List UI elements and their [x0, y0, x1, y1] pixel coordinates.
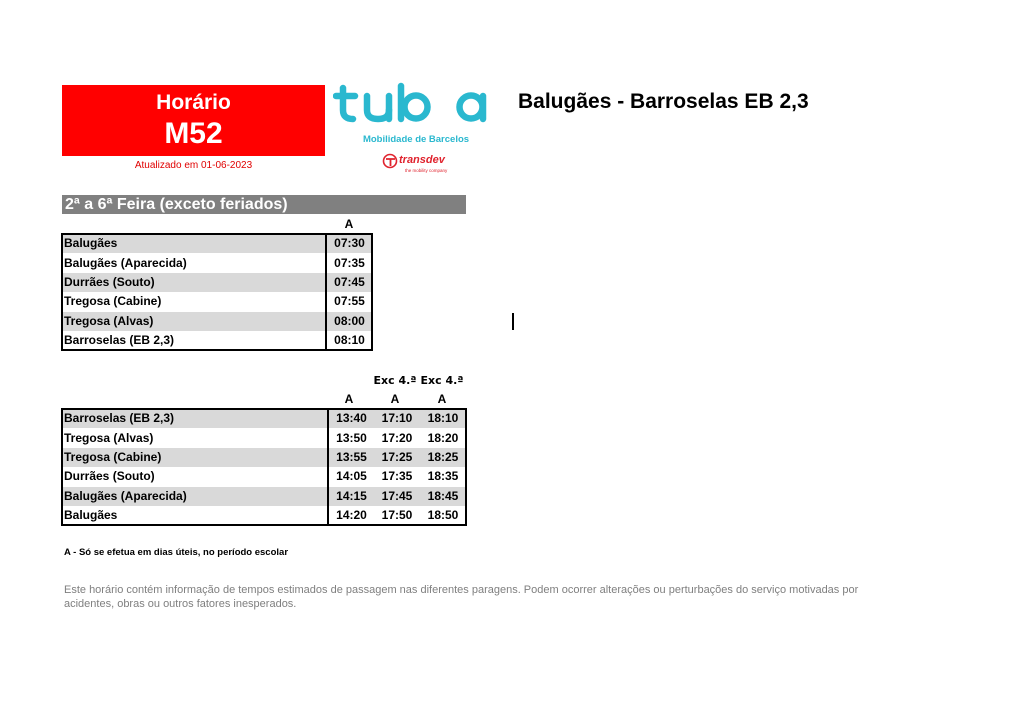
- inbound-col3-code: A: [437, 392, 447, 406]
- tuba-wordmark-icon: [333, 82, 499, 128]
- departure-time: 17:20: [381, 430, 413, 445]
- tuba-logo: [333, 82, 503, 174]
- departure-time: 18:25: [420, 448, 466, 467]
- inbound-col2-code: A: [390, 392, 400, 406]
- stop-name: Balugães (Aparecida): [62, 253, 326, 272]
- departure-time: 18:10: [420, 409, 466, 428]
- inbound-col1-code: A: [344, 392, 354, 406]
- table-row: [62, 292, 372, 311]
- departure-time: 17:35: [381, 469, 413, 484]
- stop-name: Balugães (Aparecida): [62, 487, 328, 506]
- table-row: [62, 331, 372, 350]
- departure-time: 07:45: [326, 273, 372, 292]
- departure-time: 17:10: [374, 409, 420, 428]
- section-weekday-label: 2ª a 6ª Feira (exceto feriados): [62, 195, 466, 214]
- stop-name: Durrães (Souto): [62, 273, 326, 292]
- stop-name: Barroselas (EB 2,3): [62, 409, 328, 428]
- stop-name: Tregosa (Alvas): [62, 312, 326, 331]
- route-code: M52: [164, 117, 223, 150]
- departure-time: 17:45: [374, 487, 420, 506]
- table-row: [62, 467, 466, 486]
- inbound-col2-note: Exc 4.ª: [373, 374, 417, 387]
- brand-tagline: Mobilidade de Barcelos: [362, 134, 470, 145]
- outbound-timetable: [62, 234, 372, 350]
- route-name: Balugães - Barroselas EB 2,3: [518, 90, 809, 113]
- departure-time: 13:40: [328, 409, 374, 428]
- inbound-col3-note: Exc 4.ª: [420, 374, 464, 387]
- departure-time: 17:50: [381, 508, 413, 523]
- stop-name: Tregosa (Alvas): [62, 428, 328, 447]
- text-cursor: [512, 313, 514, 330]
- table-row: [62, 487, 466, 506]
- inbound-timetable: [62, 409, 466, 525]
- outbound-col-code: A: [344, 217, 354, 231]
- departure-time: 14:20: [336, 508, 367, 523]
- operator-name: transdev: [399, 154, 445, 166]
- operator-tagline: the mobility company: [405, 168, 448, 173]
- departure-time: 18:20: [427, 430, 459, 445]
- departure-time: 13:50: [336, 430, 367, 445]
- table-row: [62, 273, 372, 292]
- departure-time: 08:00: [326, 312, 372, 331]
- schedule-title-box: [62, 85, 325, 156]
- stop-name: Balugães: [62, 506, 328, 525]
- table-row: [62, 253, 372, 272]
- disclaimer: Este horário contém informação de tempos estimados de passagem nas diferentes paragens. Podem ocorrer alterações ou perturbações do serviço motivadas por acidentes, obras ou outros fatores inesperados.: [64, 584, 859, 610]
- table-row: [62, 312, 372, 331]
- departure-time: 17:25: [374, 448, 420, 467]
- table-row: [62, 409, 466, 428]
- departure-time: 14:15: [328, 487, 374, 506]
- departure-time: 14:05: [336, 469, 367, 484]
- departure-time: 07:30: [326, 234, 372, 253]
- updated-date: Atualizado em 01-06-2023: [134, 160, 253, 171]
- table-row: [62, 506, 466, 525]
- departure-time: 07:55: [334, 294, 365, 309]
- stop-name: Barroselas (EB 2,3): [62, 331, 326, 350]
- stop-name: Balugães: [62, 234, 326, 253]
- stop-name: Tregosa (Cabine): [62, 448, 328, 467]
- stop-name: Durrães (Souto): [62, 467, 328, 486]
- departure-time: 08:10: [334, 333, 365, 348]
- table-row: [62, 234, 372, 253]
- table-row: [62, 448, 466, 467]
- schedule-heading: Horário: [156, 91, 231, 114]
- departure-time: 13:55: [328, 448, 374, 467]
- footnote: A - Só se efetua em dias úteis, no período escolar: [64, 547, 289, 558]
- departure-time: 18:35: [427, 469, 459, 484]
- stop-name: Tregosa (Cabine): [62, 292, 326, 311]
- departure-time: 18:45: [420, 487, 466, 506]
- departure-time: 18:50: [427, 508, 459, 523]
- table-row: [62, 428, 466, 447]
- departure-time: 07:35: [334, 255, 365, 270]
